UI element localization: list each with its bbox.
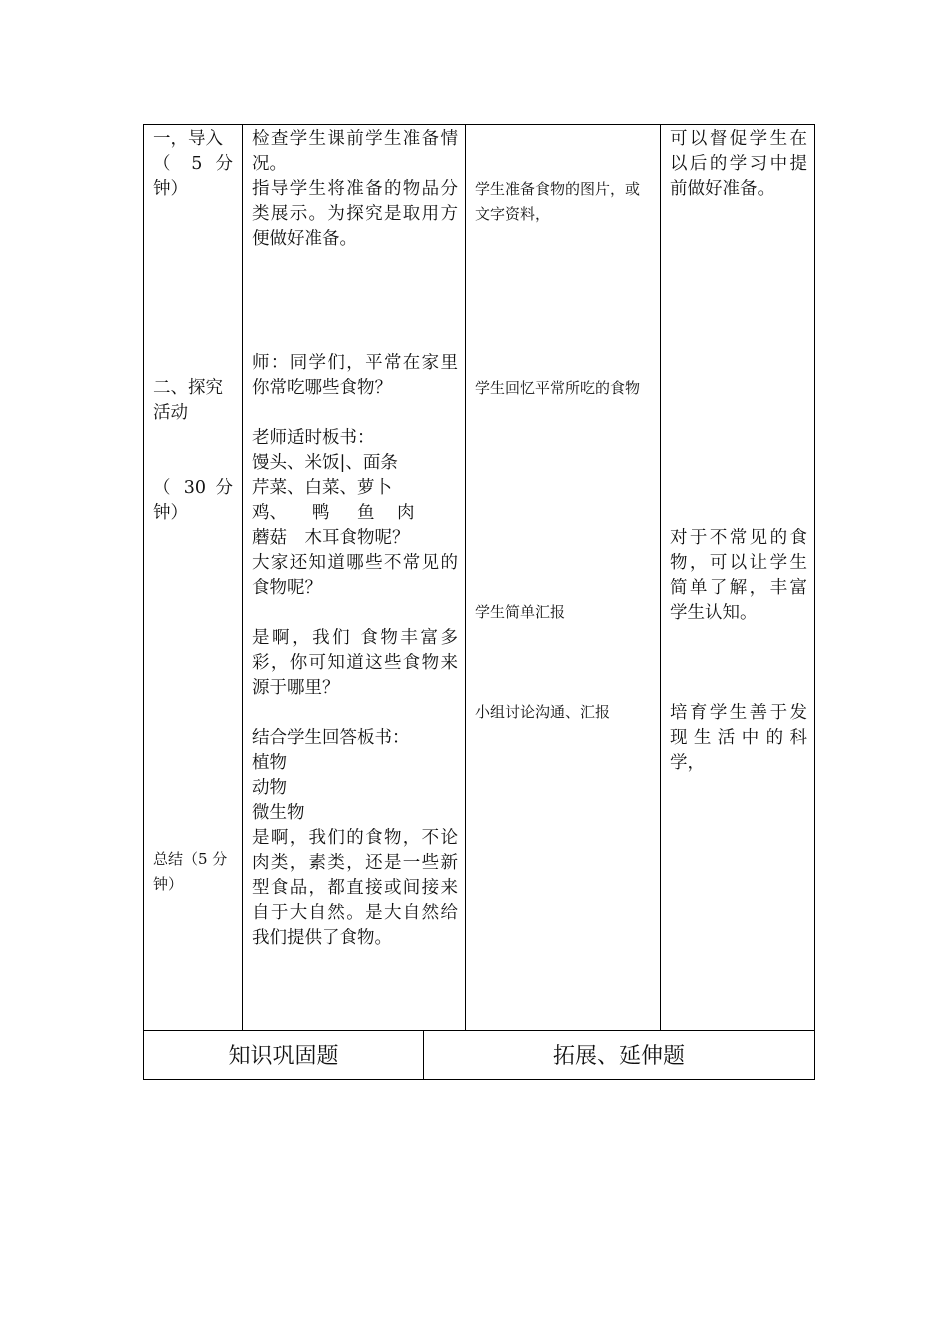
stage-summary-label: 总结（5 分钟） [153, 850, 228, 893]
stage-intro-time: （ 5 分 [153, 154, 233, 174]
teacher-board2-title: 结合学生回答板书： [252, 728, 410, 748]
stage-intro-label: 一，导入 [153, 129, 223, 149]
footer-knowledge-consolidation: 知识巩固题 [228, 1044, 339, 1069]
stage-intro-time-unit: 钟） [153, 179, 188, 199]
column-divider-3 [660, 124, 661, 1031]
teacher-board-title: 老师适时板书： [252, 428, 375, 448]
table-bottom-border [143, 1079, 815, 1080]
board2-microbes: 微生物 [252, 803, 305, 823]
teacher-question-1: 师：同学们，平常在家里你常吃哪些食物？ [252, 353, 458, 398]
stage-explore-time-unit: 钟） [153, 503, 188, 523]
table-top-border [143, 124, 815, 125]
board-item-duck: 鸭 [312, 503, 330, 523]
table-footer-divider [143, 1030, 815, 1031]
board-item-fish: 鱼 [357, 503, 375, 523]
board2-animals: 动物 [252, 778, 287, 798]
student-intro-text: 学生准备食物的图片，或 文字资料， [475, 180, 641, 223]
stage-explore-label: 二、探究活动 [153, 378, 223, 423]
column-divider-1 [242, 124, 243, 1031]
board-item-chicken: 鸡、 [252, 503, 287, 523]
board-line-3 [252, 501, 458, 526]
student-recall-text: 学生回忆平常所吃的食物 [475, 379, 641, 397]
purpose-explore-1: 对于不常见的食物，可以让学生简单了解，丰富学生认知。 [670, 528, 807, 623]
board-line-2: 芹菜、白菜、萝卜 [252, 478, 392, 498]
teacher-summary-text: 是啊，我们的食物，不论肉类，素类，还是一些新型食品，都直接或间接来自于大自然。是大自然给我们提供了食物。 [252, 828, 458, 948]
student-report-text: 学生简单汇报 [475, 603, 566, 621]
board-line-4: 蘑菇 木耳食物呢？ [252, 528, 410, 548]
purpose-intro-text: 可以督促学生在以后的学习中提前做好准备。 [670, 129, 807, 199]
purpose-explore-2: 培育学生善于发现生活中的科学， [670, 703, 807, 773]
stage-explore-time: （ 30 分 [153, 478, 233, 498]
column-divider-2 [465, 124, 466, 1031]
teacher-question-2: 大家还知道哪些不常见的食物呢？ [252, 553, 458, 598]
teacher-intro-text: 检查学生课前学生准备情况。 指导学生将准备的物品分类展示。为探究是取用方便做好准备。 [252, 129, 458, 249]
student-group-text: 小组讨论沟通、汇报 [475, 703, 611, 721]
footer-extension-questions: 拓展、延伸题 [552, 1044, 685, 1069]
table-left-border [143, 124, 144, 1080]
board2-plants: 植物 [252, 753, 287, 773]
board-item-meat: 肉 [397, 503, 415, 523]
board-line-1: 馒头、米饭|、面条 [252, 453, 398, 473]
teacher-question-3: 是啊，我们 食物丰富多彩，你可知道这些食物来源于哪里？ [252, 628, 458, 698]
table-right-border [814, 124, 815, 1080]
